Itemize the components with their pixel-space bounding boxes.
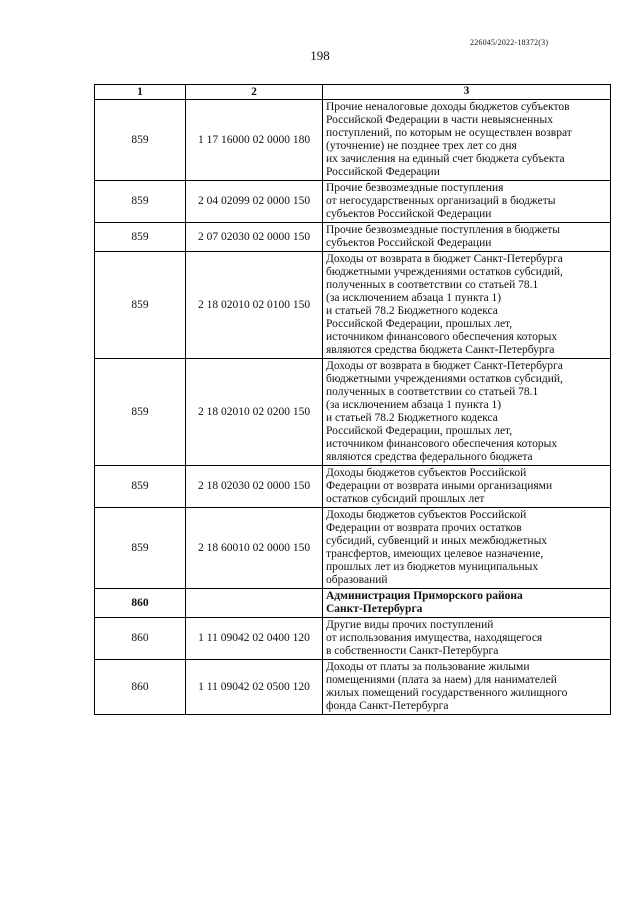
table-body [95, 100, 611, 715]
description-line: бюджетными учреждениями остатков субсидий, [326, 373, 563, 385]
table-row [95, 618, 611, 660]
description-line: образований [326, 574, 388, 586]
description-line: жилых помещений государственного жилищного [326, 687, 568, 699]
description-line: Доходы бюджетов субъектов Российской [326, 509, 527, 521]
column-header-2: 2 [186, 85, 323, 100]
column-header-1: 1 [95, 85, 186, 100]
description-line: Российской Федерации [326, 166, 440, 178]
description-line: полученных в соответствии со статьей 78.1 [326, 386, 539, 398]
admin-code-cell: 859 [95, 100, 186, 181]
admin-code-cell: 859 [95, 223, 186, 252]
description-line: (уточнение) не позднее трех лет со дня [326, 140, 517, 152]
admin-code-cell: 859 [95, 466, 186, 508]
description-line: Прочие неналоговые доходы бюджетов субъектов [326, 101, 570, 113]
admin-code-cell: 859 [95, 508, 186, 589]
description-line: источником финансового обеспечения которых [326, 438, 558, 450]
admin-code-cell: 860 [95, 589, 186, 618]
budget-classification-code-cell: 1 11 09042 02 0400 120 [186, 618, 323, 660]
budget-classification-code-cell: 1 11 09042 02 0500 120 [186, 660, 323, 715]
income-description-cell [323, 660, 611, 715]
admin-code-cell: 859 [95, 252, 186, 359]
budget-classification-code-cell: 1 17 16000 02 0000 180 [186, 100, 323, 181]
income-description-cell [323, 589, 611, 618]
budget-classification-code-cell: 2 18 02010 02 0200 150 [186, 359, 323, 466]
column-header-3: 3 [323, 85, 611, 100]
income-description-cell [323, 618, 611, 660]
admin-code-cell: 859 [95, 359, 186, 466]
income-description-cell [323, 508, 611, 589]
description-line: Другие виды прочих поступлений [326, 619, 494, 631]
income-description-cell [323, 181, 611, 223]
table-row [95, 100, 611, 181]
description-line: Прочие безвозмездные поступления в бюджеты [326, 224, 561, 236]
table-row [95, 181, 611, 223]
description-line: субъектов Российской Федерации [326, 208, 492, 220]
description-line: Российской Федерации, прошлых лет, [326, 318, 513, 330]
description-line: (за исключением абзаца 1 пункта 1) [326, 399, 502, 411]
description-line: Санкт-Петербурга [326, 603, 423, 615]
budget-classification-code-cell: 2 18 60010 02 0000 150 [186, 508, 323, 589]
description-line: фонда Санкт-Петербурга [326, 700, 449, 712]
description-line: Российской Федерации, прошлых лет, [326, 425, 513, 437]
description-line: трансфертов, имеющих целевое назначение, [326, 548, 544, 560]
description-line: в собственности Санкт-Петербурга [326, 645, 499, 657]
admin-code-cell: 859 [95, 181, 186, 223]
budget-classification-code-cell: 2 07 02030 02 0000 150 [186, 223, 323, 252]
description-line: Доходы бюджетов субъектов Российской [326, 467, 527, 479]
budget-classification-code-cell: 2 18 02010 02 0100 150 [186, 252, 323, 359]
table-row [95, 252, 611, 359]
description-line: (за исключением абзаца 1 пункта 1) [326, 292, 502, 304]
table-row [95, 359, 611, 466]
admin-code-cell: 860 [95, 660, 186, 715]
description-line: бюджетными учреждениями остатков субсидий, [326, 266, 563, 278]
budget-classification-code-cell [186, 589, 323, 618]
description-line: остатков субсидий прошлых лет [326, 493, 485, 505]
description-line: Прочие безвозмездные поступления [326, 182, 504, 194]
description-line: Доходы от платы за пользование жилыми [326, 661, 530, 673]
description-line: их зачисления на единый счет бюджета субъекта [326, 153, 565, 165]
description-line: и статьей 78.2 Бюджетного кодекса [326, 305, 498, 317]
description-line: субъектов Российской Федерации [326, 237, 492, 249]
table-row [95, 589, 611, 618]
document-registration-number: 226045/2022-18372(3) [470, 38, 549, 47]
description-line: и статьей 78.2 Бюджетного кодекса [326, 412, 498, 424]
table-header-row [95, 85, 611, 100]
description-line: источником финансового обеспечения которых [326, 331, 558, 343]
income-description-cell [323, 223, 611, 252]
table-row [95, 508, 611, 589]
description-line: Доходы от возврата в бюджет Санкт-Петербурга [326, 253, 563, 265]
income-description-cell [323, 359, 611, 466]
description-line: прошлых лет из бюджетов муниципальных [326, 561, 539, 573]
description-line: Федерации от возврата прочих остатков [326, 522, 522, 534]
admin-code-cell: 860 [95, 618, 186, 660]
description-line: являются средства федерального бюджета [326, 451, 533, 463]
income-description-cell [323, 252, 611, 359]
page-number: 198 [310, 48, 330, 63]
description-line: поступлений, по которым не осуществлен возврат [326, 127, 572, 139]
description-line: субсидий, субвенций и иных межбюджетных [326, 535, 548, 547]
income-description-cell [323, 466, 611, 508]
table-row [95, 223, 611, 252]
description-line: от использования имущества, находящегося [326, 632, 543, 644]
table-row [95, 660, 611, 715]
description-line: полученных в соответствии со статьей 78.1 [326, 279, 539, 291]
description-line: от негосударственных организаций в бюджеты [326, 195, 556, 207]
description-line: Российской Федерации в части невыясненных [326, 114, 553, 126]
description-line: Федерации от возврата иными организациями [326, 480, 553, 492]
description-line: помещениями (плата за наем) для нанимателей [326, 674, 557, 686]
description-line: являются средства бюджета Санкт-Петербурга [326, 344, 555, 356]
description-line: Доходы от возврата в бюджет Санкт-Петербурга [326, 360, 563, 372]
budget-classification-code-cell: 2 18 02030 02 0000 150 [186, 466, 323, 508]
budget-classification-code-cell: 2 04 02099 02 0000 150 [186, 181, 323, 223]
table-row [95, 466, 611, 508]
income-description-cell [323, 100, 611, 181]
description-line: Администрация Приморского района [326, 590, 523, 602]
budget-code-table [94, 84, 611, 715]
